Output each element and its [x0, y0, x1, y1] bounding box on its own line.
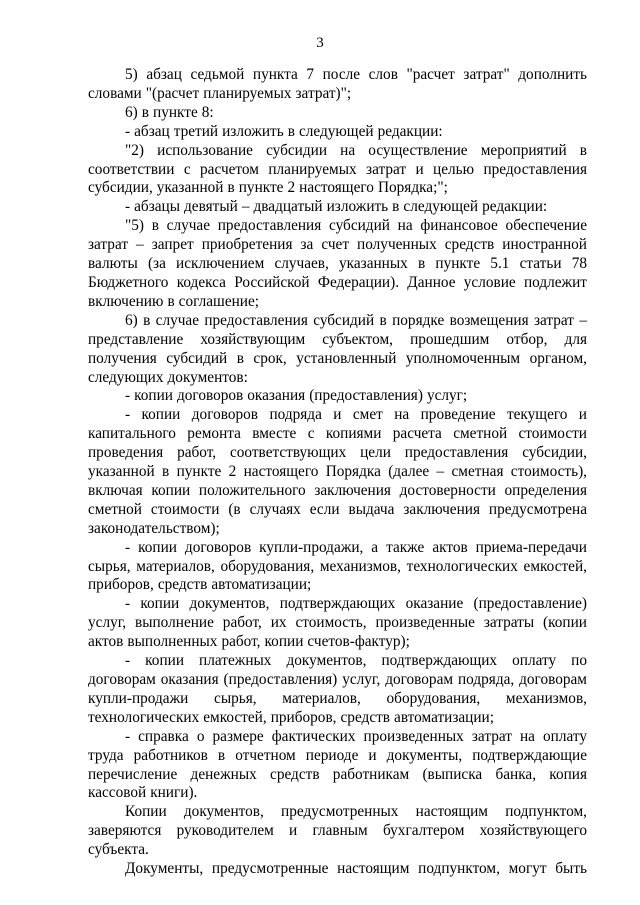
- list-item: - справка о размере фактических произведенных затрат на оплату труда работников в отчетном периоде и документы, подтверждающие перечисление денежных средств работникам (выписка банка, копия кассовой книги).: [88, 727, 587, 802]
- list-item: - копии договоров оказания (предоставления) услуг;: [125, 387, 468, 405]
- paragraph: 5) абзац седьмой пункта 7 после слов "расчет затрат" дополнить словами "(расчет планируемых затрат)";: [88, 66, 587, 102]
- document-body: [88, 66, 587, 879]
- paragraph: Копии документов, предусмотренных настоящим подпунктом, заверяются руководителем и главным бухгалтером хозяйствующего субъекта.: [88, 803, 587, 859]
- paragraph: "5) в случае предоставления субсидий на финансовое обеспечение затрат – запрет приобретения за счет полученных средств иностранной валюты (за исключением случаев, указанных в пункте 5.1 статьи 78 Бюджетного кодекса Российской Федерации). Данное условие подлежит включению в соглашение;: [88, 217, 587, 310]
- list-item: - копии платежных документов, подтверждающих оплату по договорам оказания (предоставления) услуг, договорам подряда, договорам купли-продажи сырья, материалов, оборудования, механизмов, технологических емкостей, приборов, средств автоматизации;: [88, 652, 587, 726]
- list-item: - копии договоров купли-продажи, а также актов приема-передачи сырья, материалов, оборудования, механизмов, технологических емкостей, приборов, средств автоматизации;: [88, 538, 587, 594]
- paragraph: 6) в пункте 8:: [125, 103, 214, 121]
- paragraph: - абзац третий изложить в следующей редакции:: [125, 122, 443, 140]
- page-number: 3: [316, 35, 324, 51]
- list-item: - копии договоров подряда и смет на проведение текущего и капитального ремонта вместе с копиями расчета сметной стоимости проведения работ, соответствующих цели предоставления субсидии, указанной в пункте 2 настоящего Порядка (далее – сметная стоимость), включая копии положительного заключения достоверности определения сметной стоимости (в случаях если выдача заключения предусмотрена законодательством);: [88, 406, 587, 537]
- paragraph: Документы, предусмотренные настоящим подпунктом, могут быть: [125, 860, 587, 878]
- paragraph: - абзацы девятый – двадцатый изложить в следующей редакции:: [125, 198, 548, 216]
- paragraph: "2) использование субсидии на осуществление мероприятий в соответствии с расчетом планируемых затрат и целью предоставления субсидии, указанной в пункте 2 настоящего Порядка;";: [88, 141, 587, 197]
- paragraph: 6) в случае предоставления субсидий в порядке возмещения затрат – представление хозяйствующим субъектом, прошедшим отбор, для получения субсидий в срок, установленный уполномоченным органом, следующих документов:: [88, 311, 587, 386]
- list-item: - копии документов, подтверждающих оказание (предоставление) услуг, выполнение работ, их стоимость, произведенные затраты (копии актов выполненных работ, копии счетов-фактур);: [88, 595, 587, 651]
